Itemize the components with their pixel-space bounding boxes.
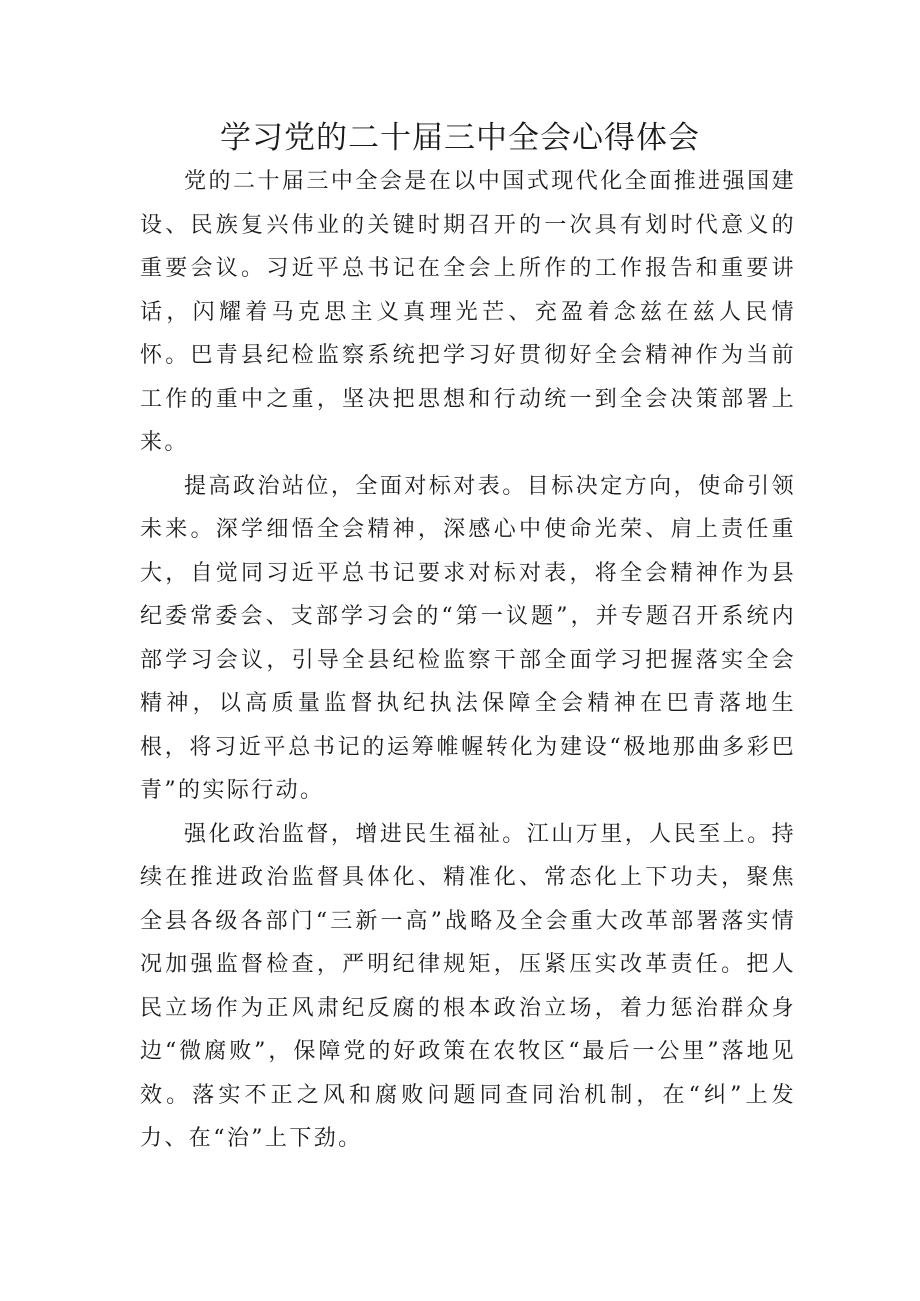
paragraph-1: 党的二十届三中全会是在以中国式现代化全面推进强国建设、民族复兴伟业的关键时期召开的一次具有划时代意义的重要会议。习近平总书记在全会上所作的工作报告和重要讲话，闪耀着马克思主义真理光芒、充盈着念兹在兹人民情怀。巴青县纪检监察系统把学习好贯彻好全会精神作为当前工作的重中之重，坚决把思想和行动统一到全会决策部署上来。 [140, 169, 796, 455]
paragraph-3: 强化政治监督，增进民生福祉。江山万里，人民至上。持续在推进政治监督具体化、精准化、常态化上下功夫，聚焦全县各级各部门“三新一高”战略及全会重大改革部署落实情况加强监督检查，严明纪律规矩，压紧压实改革责任。把人民立场作为正风肃纪反腐的根本政治立场，着力惩治群众身边“微腐败”，保障党的好政策在农牧区“最后一公里”落地见效。落实不正之风和腐败问题同查同治机制，在“纠”上发力、在“治”上下劲。 [140, 821, 796, 1151]
paragraph-2: 提高政治站位，全面对标对表。目标决定方向，使命引领未来。深学细悟全会精神，深感心中使命光荣、肩上责任重大，自觉同习近平总书记要求对标对表，将全会精神作为县纪委常委会、支部学习会的“第一议题”，并专题召开系统内部学习会议，引导全县纪检监察干部全面学习把握落实全会精神，以高质量监督执纪执法保障全会精神在巴青落地生根，将习近平总书记的运筹帷幄转化为建设“极地那曲多彩巴青”的实际行动。 [140, 473, 796, 803]
document-body [140, 160, 796, 1161]
document-title: 学习党的二十届三中全会心得体会 [220, 120, 700, 156]
